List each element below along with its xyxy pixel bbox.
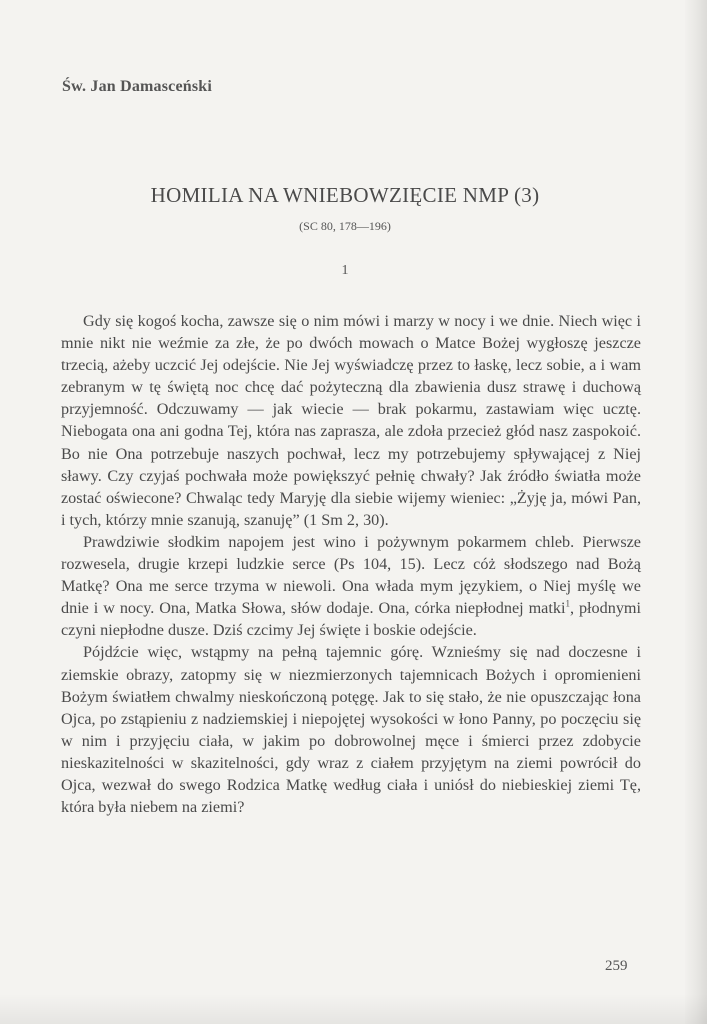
page-number: 259 <box>605 958 628 974</box>
section-number: 1 <box>341 263 349 278</box>
paragraph-2 <box>61 531 641 641</box>
paragraph-3 <box>61 641 641 818</box>
paragraph-text: , płodnymi czyni niepłodne dusze. Dziś czcimy Jej święte i boskie odejście. <box>61 599 641 640</box>
article-reference: (SC 80, 178—196) <box>299 219 391 233</box>
paragraph-1 <box>61 310 641 531</box>
author-heading: Św. Jan Damasceński <box>62 78 213 95</box>
paragraph-text: Prawdziwie słodkim napojem jest wino i pożywnym pokarmem chleb. Pierwsze rozwesela, drugie krzepi ludzkie serce (Ps 104, 15). Lecz cóż słodszego nad Bożą Matkę? Ona me serce trzyma w niewoli. Ona włada mym językiem, o Niej myślę we dnie i w nocy. Ona, Matka Słowa, słów dodaje. Ona, córka niepłodnej matki <box>61 532 641 618</box>
body-text <box>61 310 641 818</box>
page-bottom-shadow <box>0 994 707 1024</box>
page-edge-shadow <box>685 0 707 1024</box>
paragraph-text: Gdy się kogoś kocha, zawsze się o nim mówi i marzy w nocy i we dnie. Niech więc i mnie nikt nie weźmie za złe, że po dwóch mowach o Matce Bożej wygłoszę jeszcze trzecią, ażeby uczcić Jej odejście. Nie Jej wyświadczę przez to łaskę, lecz sobie, a i wam zebranym w tę świętą noc chcę dać pożyteczną dla zbawienia dusz strawę i duchową przyjemność. Odczuwamy — jak wiecie — brak pokarmu, zastawiam więc ucztę. Niebogata ona ani godna Tej, która nas zaprasza, ale zdoła przecież głód nasz zaspokoić. Bo nie Ona potrzebuje naszych pochwał, lecz my potrzebujemy spływającej z Niej sławy. Czy czyjaś pochwała może powiększyć pełnię chwały? Jak źródło światła może zostać oświecone? Chwaląc tedy Maryję dla siebie wijemy wieniec: „Żyję ja, mówi Pan, i tych, którzy mnie szanują, szanuję” (1 Sm 2, 30). <box>61 312 641 529</box>
paragraph-text: Pójdźcie więc, wstąpmy na pełną tajemnic górę. Wznieśmy się nad doczesne i ziemskie obrazy, zatopmy się w niezmierzonych tajemnicach Bożych i opromienieni Bożym światłem chwalmy nieskończoną potęgę. Jak to się stało, że nie opuszczając łona Ojca, po zstąpieniu z nadziemskiej i niepojętej wysokości w łono Panny, po poczęciu się w nim i przyjęciu ciała, w jakim po dobrowolnej męce i śmierci przez zdobycie nieskazitelności w skazitelności, gdy wraz z ciałem przyjętym na ziemi powrócił do Ojca, wezwał do swego Rodzica Matkę według ciała i uniósł do niebieskiej ziemi Tę, która była niebem na ziemi? <box>61 643 641 817</box>
article-title: HOMILIA NA WNIEBOWZIĘCIE NMP (3) <box>150 183 540 207</box>
footnote-marker[interactable]: 1 <box>565 598 570 609</box>
